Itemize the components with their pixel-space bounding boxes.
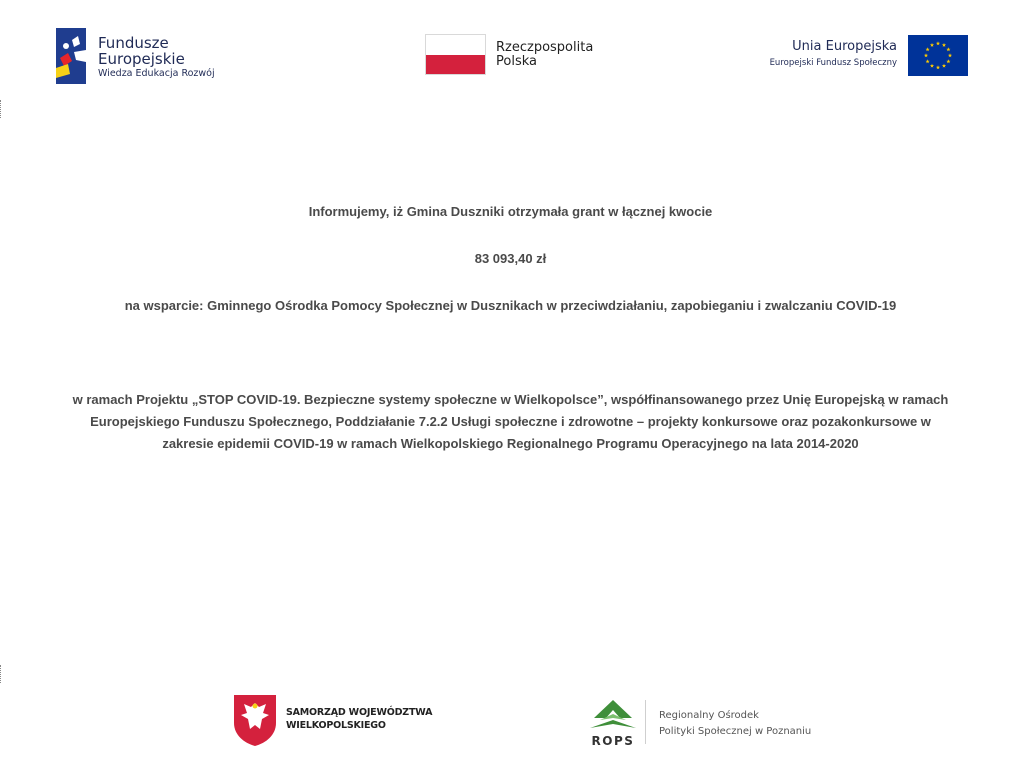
eu-star-icon: [926, 59, 930, 63]
rzeczpospolita-title: [496, 41, 593, 69]
project-description: w ramach Projektu „STOP COVID-19. Bezpieczne systemy społeczne w Wielkopolsce”, współfinansowanego przez Unię Europejską w ramach Europejskiego Funduszu Społecznego, Poddziałanie 7.2.2 Usługi społeczne i zdrowotne – projekty konkursowe oraz pozakonkursowe w zakresie epidemii COVID-19 w ramach Wielkopolskiego Regionalnego Programu Operacyjnego na lata 2014-2020: [72, 392, 949, 451]
grant-purpose-text: na wsparcie: Gminnego Ośrodka Pomocy Społecznej w Dusznikach w przeciwdziałaniu, zapobieganiu i zwalczaniu COVID-19: [124, 298, 897, 313]
fundusze-tagline: Wiedza Edukacja Rozwój: [98, 68, 215, 79]
eu-star-icon: [936, 65, 940, 69]
rops-separator: [645, 700, 646, 744]
fundusze-europejskie-logo: [56, 28, 216, 86]
eu-star-icon: [942, 64, 946, 68]
rops-line1: Regionalny Ośrodek: [659, 710, 759, 721]
eu-star-icon: [948, 53, 952, 57]
samorzad-line1: SAMORZĄD WOJEWÓDZTWA: [286, 707, 433, 718]
rzeczpospolita-line2: Polska: [496, 54, 537, 69]
eagle-shield-icon: [232, 693, 278, 747]
eu-star-icon: [926, 47, 930, 51]
rzeczpospolita-line1: Rzeczpospolita: [496, 40, 594, 55]
unia-europejska-logo: [760, 34, 975, 78]
fundusze-line1: Fundusze: [98, 34, 169, 52]
eu-star-icon: [930, 43, 934, 47]
rops-line2: Polityki Społecznej w Poznaniu: [659, 726, 812, 737]
samorzad-line2: WIELKOPOLSKIEGO: [286, 720, 386, 731]
samorzad-wojewodztwa-logo: [232, 693, 433, 747]
left-edge-mark-top: [0, 100, 3, 118]
left-edge-mark-bottom: [0, 665, 3, 683]
grant-info-text: Informujemy, iż Gmina Duszniki otrzymała grant w łącznej kwocie: [308, 204, 713, 219]
unia-subtitle: Europejski Fundusz Społeczny: [769, 58, 897, 68]
polish-flag-icon: [425, 34, 486, 75]
eu-star-icon: [930, 64, 934, 68]
samorzad-title: [286, 706, 432, 732]
svg-text:ROPS: ROPS: [591, 734, 635, 748]
eu-star-icon: [946, 47, 950, 51]
rops-logo: [586, 698, 816, 750]
fundusze-line2: Europejskie: [98, 50, 185, 68]
fundusze-europejskie-emblem-icon: [56, 28, 90, 86]
fundusze-title: [98, 35, 185, 67]
eu-star-icon: [924, 53, 928, 57]
unia-title: Unia Europejska: [792, 39, 897, 54]
rops-title: [659, 708, 811, 740]
rzeczpospolita-polska-logo: [425, 34, 605, 78]
eu-star-icon: [936, 41, 940, 45]
grant-amount: 83 093,40 zł: [474, 251, 547, 266]
eu-star-icon: [946, 59, 950, 63]
eu-flag-icon: [908, 35, 968, 76]
rops-house-icon: [586, 698, 640, 748]
eu-star-icon: [942, 43, 946, 47]
